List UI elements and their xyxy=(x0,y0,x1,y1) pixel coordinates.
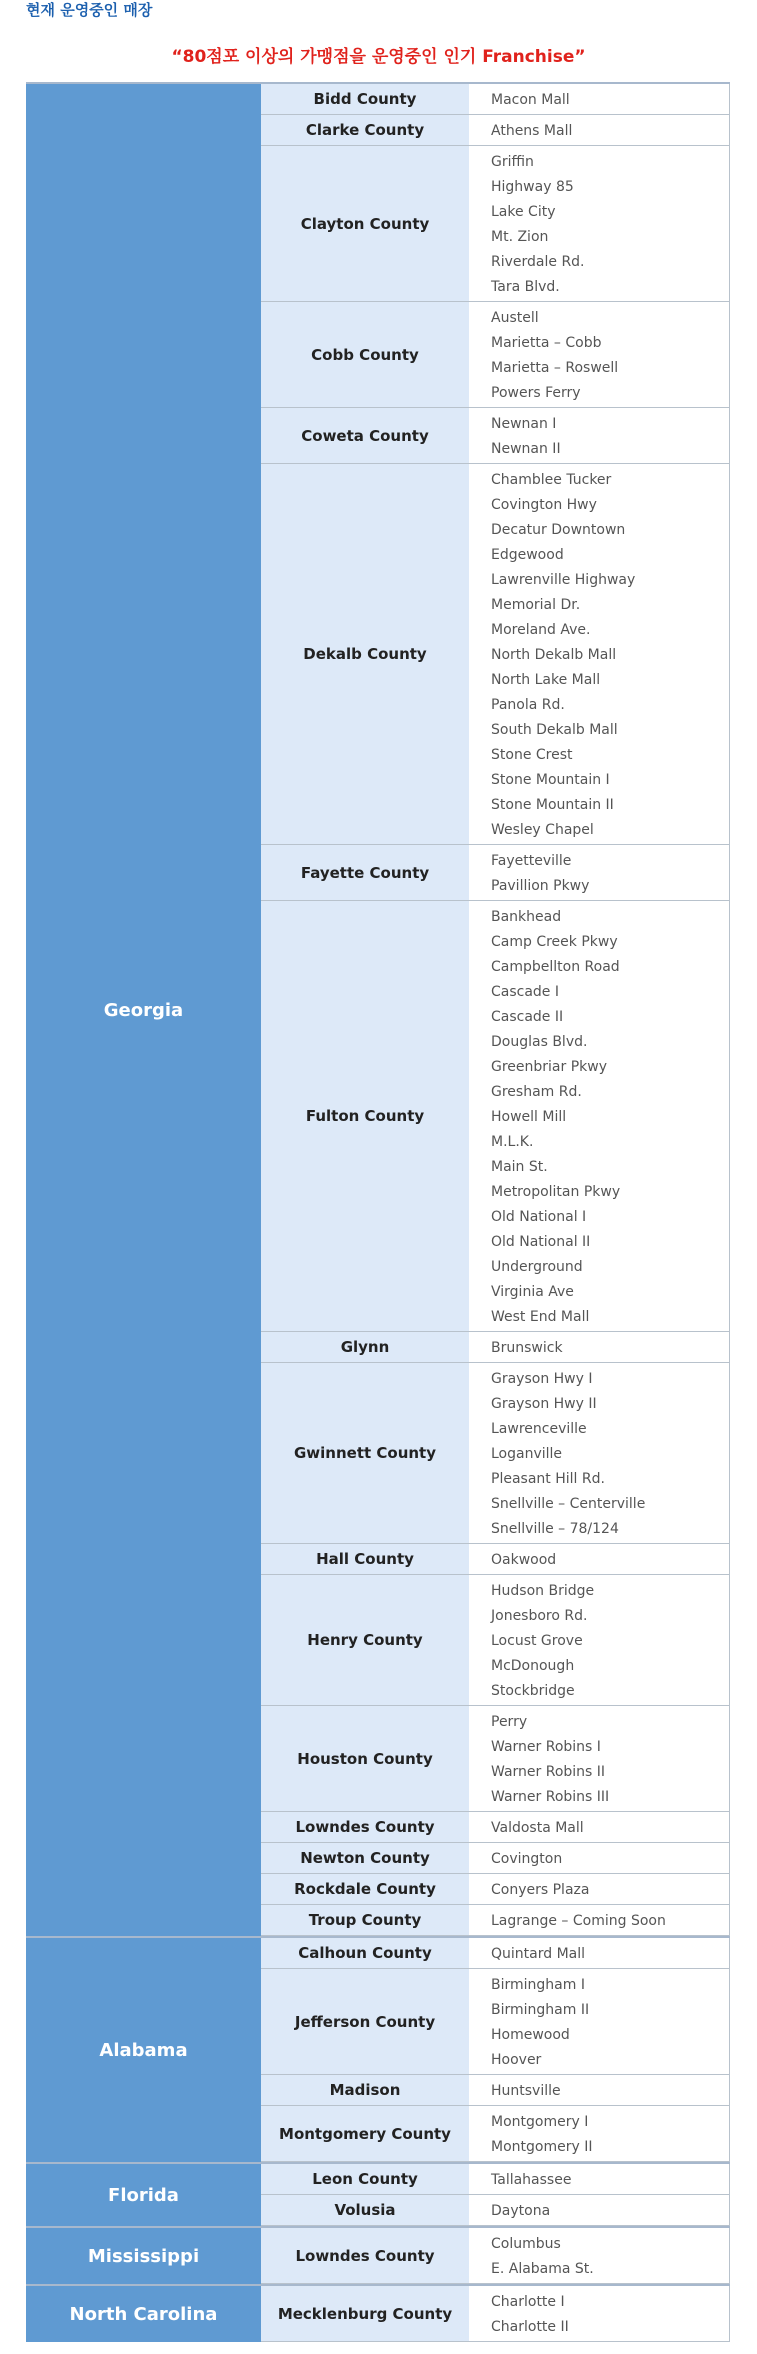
store-item: Birmingham II xyxy=(491,2002,590,2018)
county-name: Troup County xyxy=(261,1905,469,1936)
store-item: Lake City xyxy=(491,204,556,220)
store-item: Hoover xyxy=(491,2052,542,2068)
store-list xyxy=(469,845,730,901)
county-name: Bidd County xyxy=(261,84,469,115)
store-item: Riverdale Rd. xyxy=(491,254,585,270)
store-item: Oakwood xyxy=(491,1552,557,1568)
county-name: Coweta County xyxy=(261,408,469,464)
county-name: Lowndes County xyxy=(261,2228,469,2284)
store-item: Valdosta Mall xyxy=(491,1820,584,1836)
store-item: Pavillion Pkwy xyxy=(491,878,590,894)
store-item: Covington xyxy=(491,1851,563,1867)
store-item: North Dekalb Mall xyxy=(491,647,617,663)
store-item: Warner Robins II xyxy=(491,1764,606,1780)
store-list xyxy=(469,302,730,408)
store-item: Newnan I xyxy=(491,416,557,432)
page-heading: 현재 운영중인 매장 xyxy=(26,1,153,19)
store-item: Virginia Ave xyxy=(491,1284,574,1300)
county-name: Jefferson County xyxy=(261,1969,469,2075)
store-item: Montgomery II xyxy=(491,2139,593,2155)
store-list xyxy=(469,1812,730,1843)
store-item: Wesley Chapel xyxy=(491,822,594,838)
store-item: Stone Mountain I xyxy=(491,772,610,788)
store-item: Daytona xyxy=(491,2203,551,2219)
store-list xyxy=(469,2164,730,2195)
state-name: North Carolina xyxy=(26,2286,261,2342)
county-name: Lowndes County xyxy=(261,1812,469,1843)
store-item: Perry xyxy=(491,1714,528,1730)
store-item: Bankhead xyxy=(491,909,562,925)
county-name: Leon County xyxy=(261,2164,469,2195)
store-item: West End Mall xyxy=(491,1309,590,1325)
store-list xyxy=(469,1575,730,1706)
store-item: Campbellton Road xyxy=(491,959,620,975)
store-item: Warner Robins III xyxy=(491,1789,610,1805)
store-item: Lawrenville Highway xyxy=(491,572,636,588)
store-item: Stone Crest xyxy=(491,747,573,763)
state-block-north-carolina xyxy=(26,2284,730,2342)
state-name: Alabama xyxy=(26,1938,261,2162)
store-item: Charlotte I xyxy=(491,2294,565,2310)
store-item: Birmingham I xyxy=(491,1977,585,1993)
store-item: Loganville xyxy=(491,1446,563,1462)
store-list xyxy=(469,115,730,146)
state-block-mississippi xyxy=(26,2226,730,2284)
store-item: Camp Creek Pkwy xyxy=(491,934,618,950)
store-item: Moreland Ave. xyxy=(491,622,591,638)
store-item: Athens Mall xyxy=(491,123,573,139)
store-item: Grayson Hwy II xyxy=(491,1396,597,1412)
store-item: Greenbriar Pkwy xyxy=(491,1059,607,1075)
store-list xyxy=(469,1706,730,1812)
store-item: Old National II xyxy=(491,1234,591,1250)
county-name: Glynn xyxy=(261,1332,469,1363)
store-item: Stone Mountain II xyxy=(491,797,614,813)
county-name: Cobb County xyxy=(261,302,469,408)
county-name: Mecklenburg County xyxy=(261,2286,469,2342)
store-item: Columbus xyxy=(491,2236,561,2252)
store-list xyxy=(469,1969,730,2075)
county-name: Fulton County xyxy=(261,901,469,1332)
county-name: Madison xyxy=(261,2075,469,2106)
county-name: Newton County xyxy=(261,1843,469,1874)
county-name: Henry County xyxy=(261,1575,469,1706)
store-item: Tallahassee xyxy=(491,2172,572,2188)
store-list xyxy=(469,901,730,1332)
store-list xyxy=(469,464,730,845)
store-item: Macon Mall xyxy=(491,92,570,108)
county-name: Montgomery County xyxy=(261,2106,469,2162)
store-item: Highway 85 xyxy=(491,179,574,195)
store-list xyxy=(469,1874,730,1905)
store-item: Stockbridge xyxy=(491,1683,575,1699)
store-item: M.L.K. xyxy=(491,1134,534,1150)
store-item: Main St. xyxy=(491,1159,548,1175)
state-block-alabama xyxy=(26,1936,730,2162)
store-list xyxy=(469,2228,730,2284)
store-list xyxy=(469,408,730,464)
store-item: Gresham Rd. xyxy=(491,1084,582,1100)
store-item: Covington Hwy xyxy=(491,497,597,513)
store-list xyxy=(469,1332,730,1363)
store-item: Locust Grove xyxy=(491,1633,583,1649)
county-name: Calhoun County xyxy=(261,1938,469,1969)
county-name: Gwinnett County xyxy=(261,1363,469,1544)
store-item: Hudson Bridge xyxy=(491,1583,595,1599)
store-item: Quintard Mall xyxy=(491,1946,586,1962)
state-block-florida xyxy=(26,2162,730,2226)
store-item: Austell xyxy=(491,310,539,326)
store-item: Howell Mill xyxy=(491,1109,567,1125)
store-list xyxy=(469,2195,730,2226)
store-list xyxy=(469,1905,730,1936)
county-name: Houston County xyxy=(261,1706,469,1812)
store-list xyxy=(469,2075,730,2106)
county-name: Clarke County xyxy=(261,115,469,146)
store-item: Brunswick xyxy=(491,1340,563,1356)
store-item: Edgewood xyxy=(491,547,564,563)
store-item: Marietta – Roswell xyxy=(491,360,619,376)
store-item: Douglas Blvd. xyxy=(491,1034,588,1050)
store-item: Homewood xyxy=(491,2027,570,2043)
store-item: Newnan II xyxy=(491,441,561,457)
store-item: Lawrenceville xyxy=(491,1421,587,1437)
store-item: Underground xyxy=(491,1259,583,1275)
store-list xyxy=(469,2286,730,2342)
store-item: Tara Blvd. xyxy=(491,279,560,295)
store-item: South Dekalb Mall xyxy=(491,722,618,738)
store-item: Lagrange – Coming Soon xyxy=(491,1913,666,1929)
state-block-georgia xyxy=(26,82,730,1936)
store-item: Metropolitan Pkwy xyxy=(491,1184,621,1200)
store-item: Huntsville xyxy=(491,2083,561,2099)
county-name: Fayette County xyxy=(261,845,469,901)
state-name: Mississippi xyxy=(26,2228,261,2284)
store-item: Mt. Zion xyxy=(491,229,549,245)
store-item: Cascade I xyxy=(491,984,560,1000)
county-name: Rockdale County xyxy=(261,1874,469,1905)
store-item: Marietta – Cobb xyxy=(491,335,602,351)
store-item: North Lake Mall xyxy=(491,672,601,688)
store-list xyxy=(469,1843,730,1874)
store-list xyxy=(469,1363,730,1544)
store-item: Grayson Hwy I xyxy=(491,1371,593,1387)
store-item: Cascade II xyxy=(491,1009,564,1025)
page-subtitle: “80점포 이상의 가맹점을 운영중인 인기 Franchise” xyxy=(171,47,586,67)
store-item: Griffin xyxy=(491,154,534,170)
county-name: Dekalb County xyxy=(261,464,469,845)
store-item: Memorial Dr. xyxy=(491,597,581,613)
store-list xyxy=(469,2106,730,2162)
county-name: Hall County xyxy=(261,1544,469,1575)
store-item: Jonesboro Rd. xyxy=(491,1608,588,1624)
county-name: Clayton County xyxy=(261,146,469,302)
store-item: Pleasant Hill Rd. xyxy=(491,1471,605,1487)
store-item: E. Alabama St. xyxy=(491,2261,594,2277)
store-list xyxy=(469,1938,730,1969)
store-list xyxy=(469,146,730,302)
store-item: Montgomery I xyxy=(491,2114,589,2130)
store-item: Panola Rd. xyxy=(491,697,565,713)
store-item: Snellville – Centerville xyxy=(491,1496,646,1512)
store-table xyxy=(26,82,730,2354)
store-item: Chamblee Tucker xyxy=(491,472,612,488)
store-item: Fayetteville xyxy=(491,853,572,869)
store-list xyxy=(469,84,730,115)
store-item: Old National I xyxy=(491,1209,587,1225)
store-item: Powers Ferry xyxy=(491,385,581,401)
store-item: Snellville – 78/124 xyxy=(491,1521,619,1537)
state-name: Georgia xyxy=(26,84,261,1936)
store-item: Decatur Downtown xyxy=(491,522,626,538)
store-item: Charlotte II xyxy=(491,2319,569,2335)
store-item: Warner Robins I xyxy=(491,1739,601,1755)
store-list xyxy=(469,1544,730,1575)
county-name: Volusia xyxy=(261,2195,469,2226)
store-item: McDonough xyxy=(491,1658,575,1674)
state-name: Florida xyxy=(26,2164,261,2226)
store-item: Conyers Plaza xyxy=(491,1882,590,1898)
